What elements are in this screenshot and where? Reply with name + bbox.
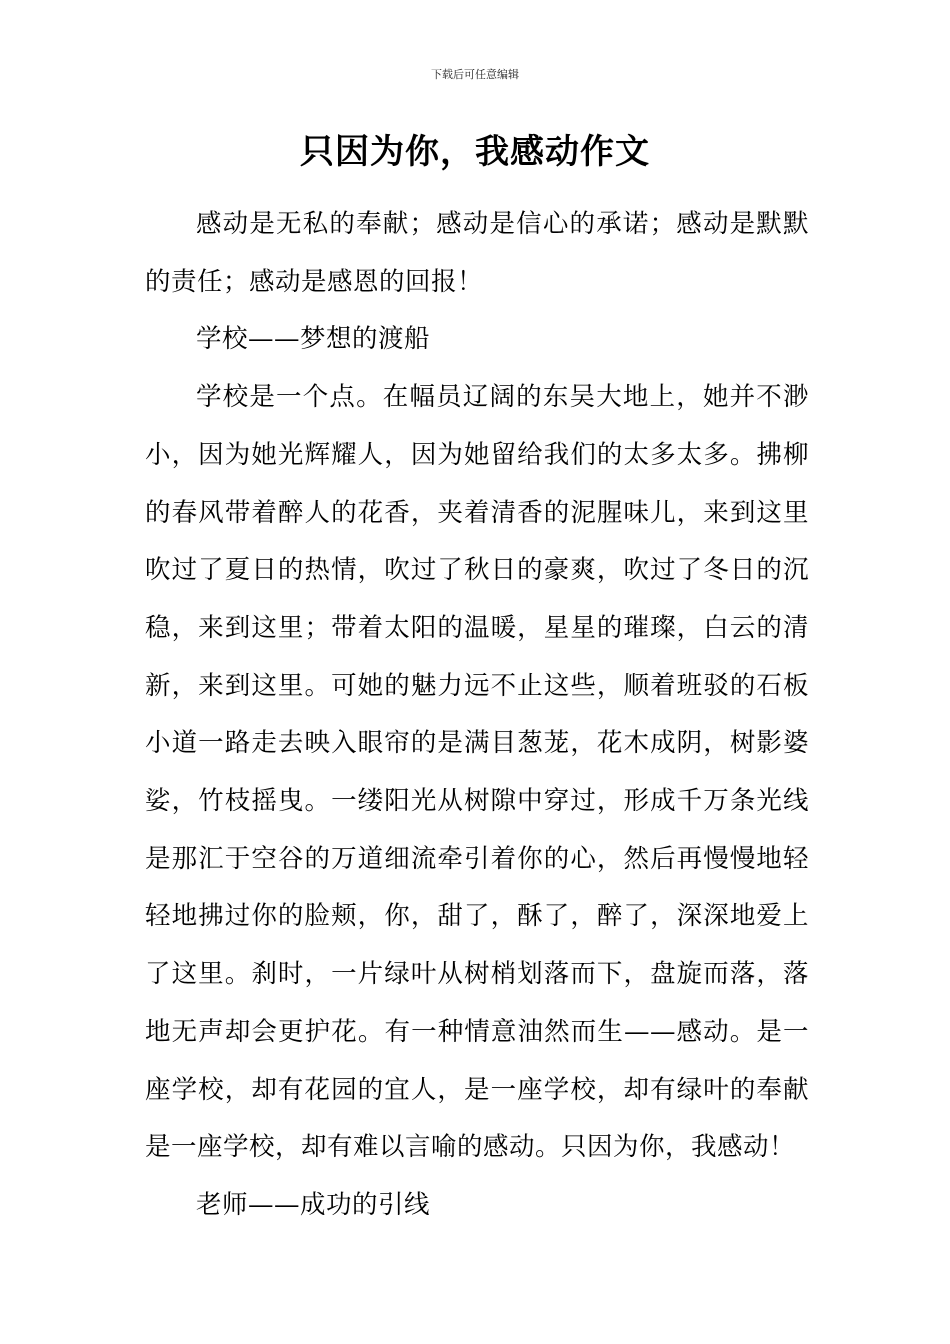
document-title: 只因为你，我感动作文 — [300, 132, 650, 172]
section-heading-school: 学校——梦想的渡船 — [196, 324, 431, 355]
paragraph-intro: 感动是无私的奉献；感动是信心的承诺；感动是默默的责任；感动是感恩的回报！ — [145, 209, 809, 297]
header-note: 下载后可任意编辑 — [431, 68, 519, 81]
paragraph-school: 学校是一个点。在幅员辽阔的东吴大地上，她并不渺小，因为她光辉耀人，因为她留给我们的太多太多。拂柳的春风带着醉人的花香，夹着清香的泥腥味儿，来到这里吹过了夏日的热情，吹过了秋日的豪爽，吹过了冬日的沉稳，来到这里；带着太阳的温暖，星星的璀璨，白云的清新，来到这里。可她的魅力远不止这些，顺着班驳的石板小道一路走去映入眼帘的是满目葱茏，花木成阴，树影婆娑，竹枝摇曳。一缕阳光从树隙中穿过，形成千万条光线是那汇于空谷的万道细流牵引着你的心，然后再慢慢地轻轻地拂过你的脸颊，你，甜了，酥了，醉了，深深地爱上了这里。刹时，一片绿叶从树梢划落而下，盘旋而落，落地无声却会更护花。有一种情意油然而生——感动。是一座学校，却有花园的宜人，是一座学校，却有绿叶的奉献是一座学校，却有难以言喻的感动。只因为你，我感动！ — [145, 382, 809, 1163]
document-body — [145, 196, 809, 1235]
section-heading-teacher: 老师——成功的引线 — [196, 1189, 431, 1220]
